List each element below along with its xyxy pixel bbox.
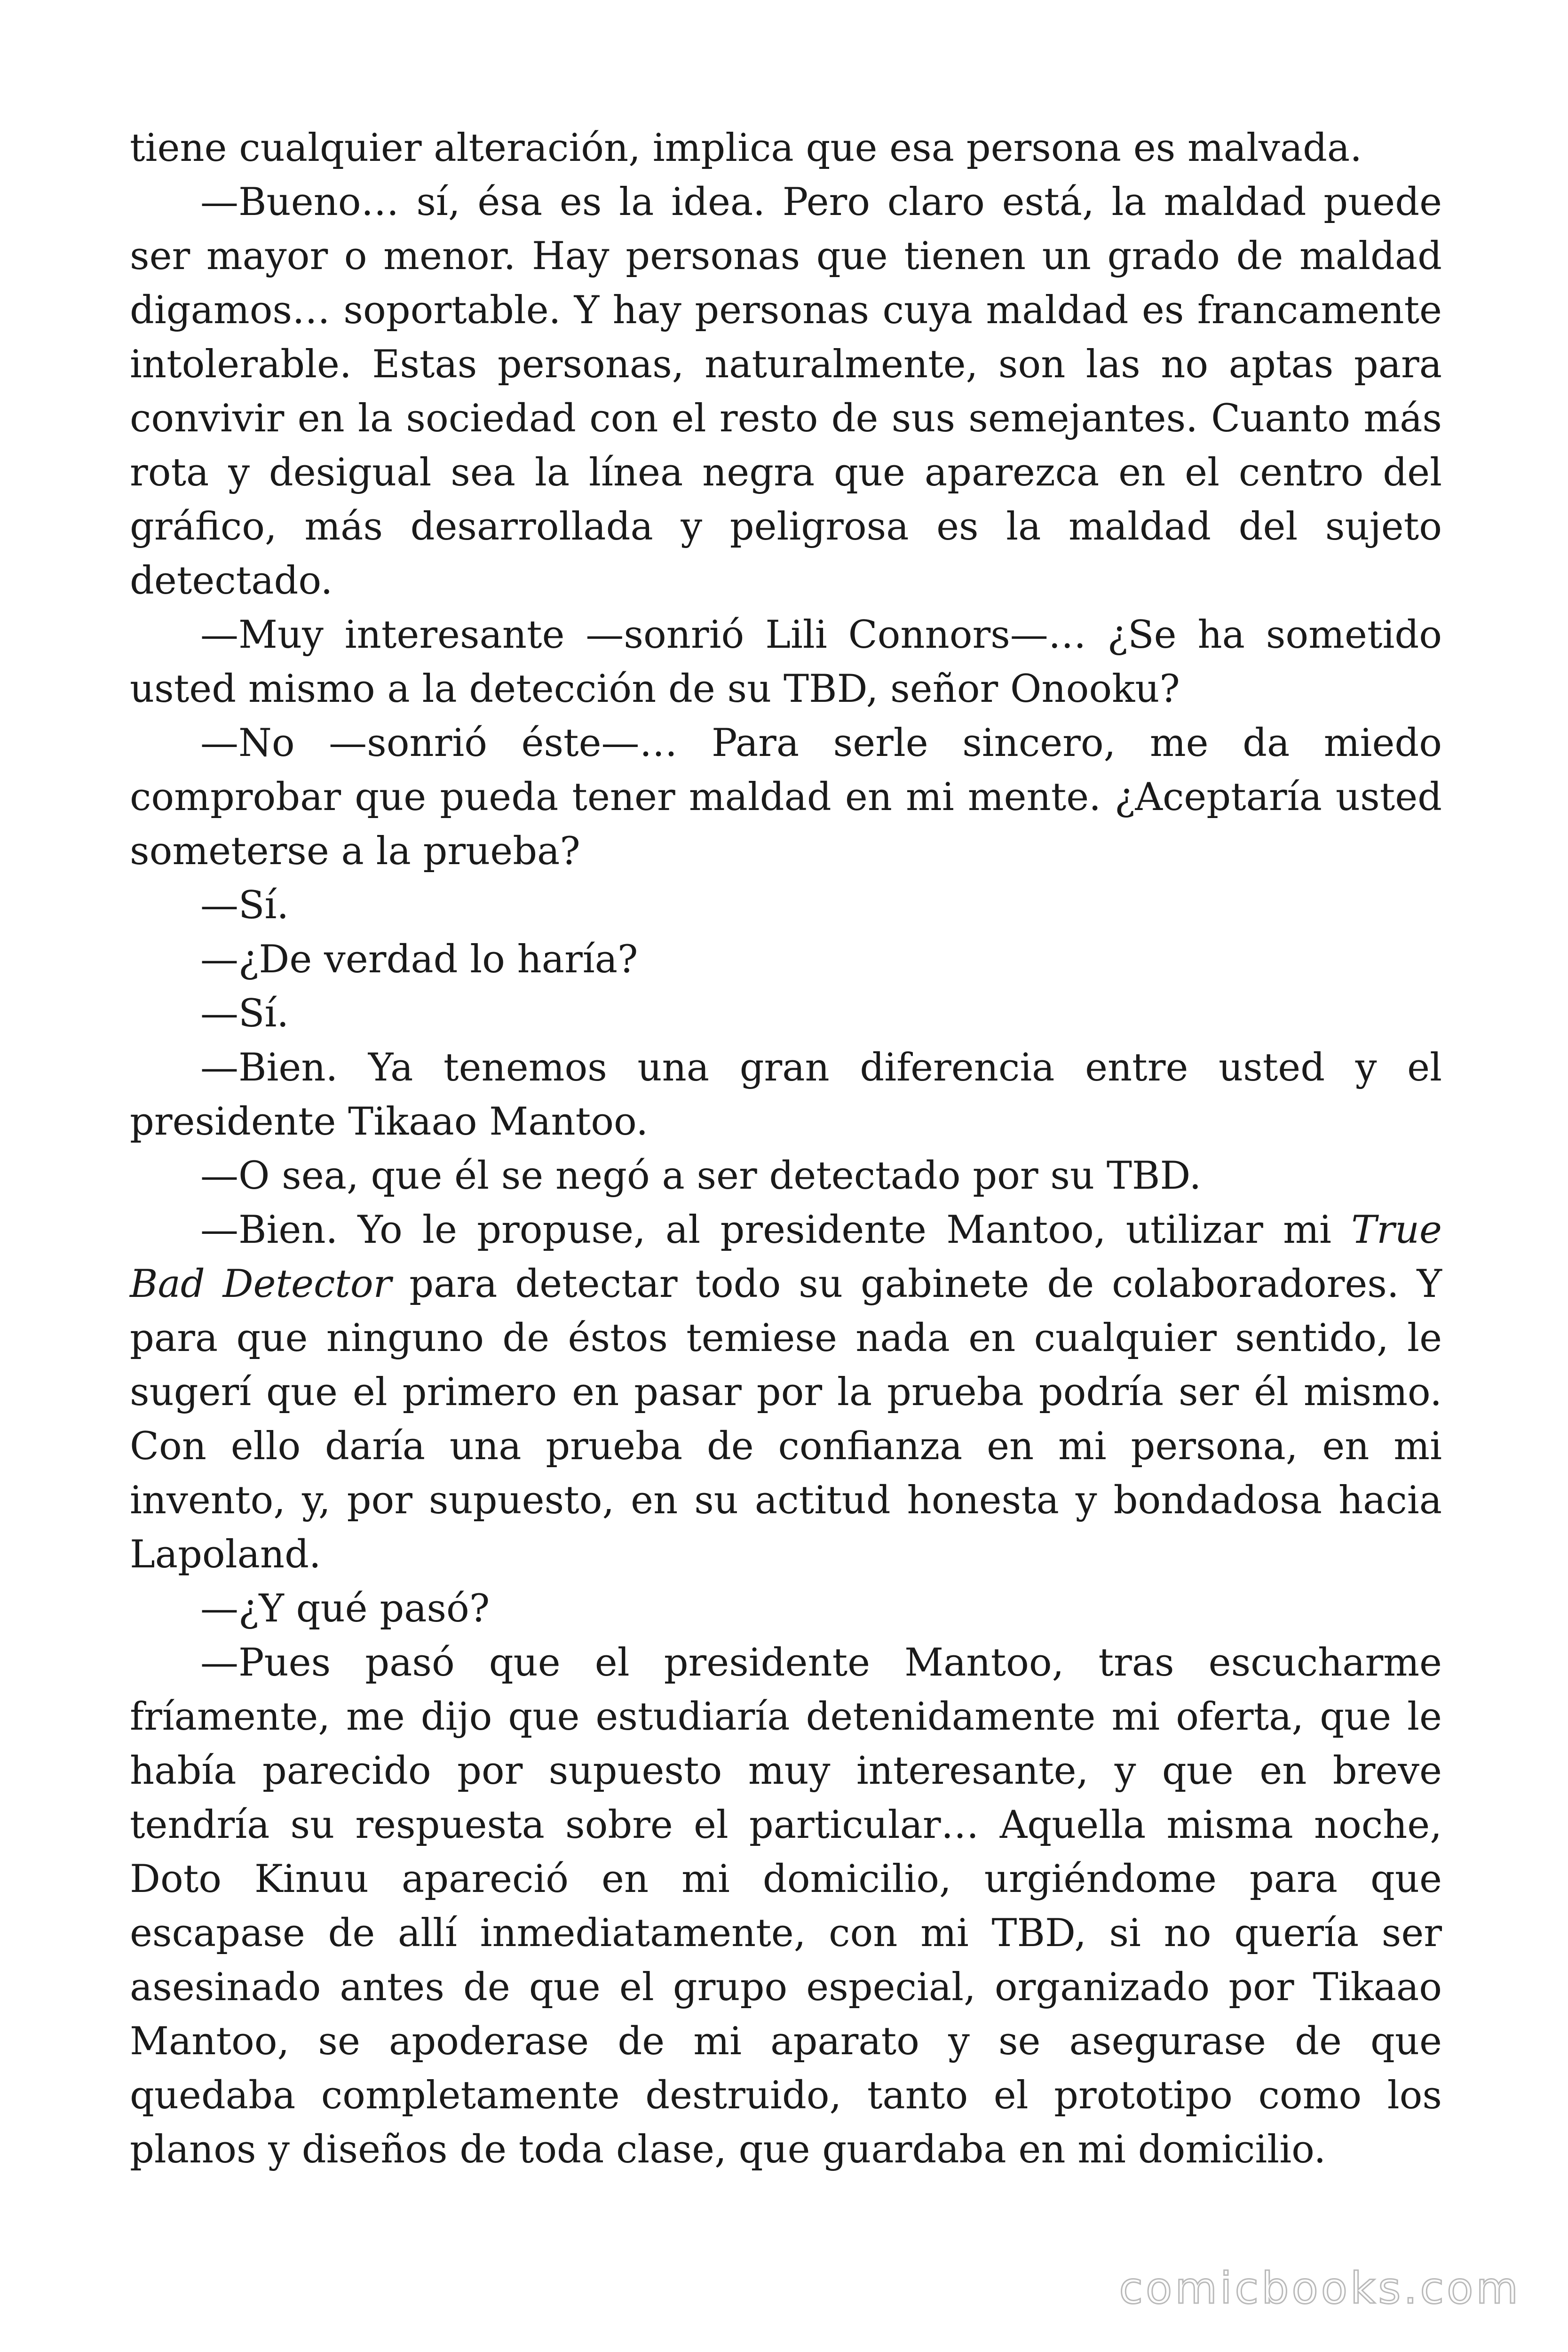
paragraph: —Bueno… sí, ésa es la idea. Pero claro está, la maldad puede ser mayor o menor. Hay personas que tienen un grado de maldad digamos… soportable. Y hay personas cuya maldad es francamente intolerable. Estas personas, naturalmente, son las no aptas para convivir en la sociedad con el resto de sus semejantes. Cuanto más rota y desigual sea la línea negra que aparezca en el centro del gráfico, más desarrollada y peligrosa es la maldad del sujeto detectado. <box>130 180 1442 603</box>
paragraph: —¿Y qué pasó? <box>200 1587 490 1631</box>
paragraph: —Sí. <box>200 883 289 928</box>
italic-title: True Bad Detector <box>130 1208 1442 1306</box>
watermark: comicbooks.com <box>1119 2263 1521 2313</box>
paragraph: —Pues pasó que el presidente Mantoo, tras escucharme fríamente, me dijo que estudiaría detenidamente mi oferta, que le había parecido por supuesto muy interesante, y que en breve tendría su respuesta sobre el particular… Aquella misma noche, Doto Kinuu apareció en mi domicilio, urgiéndome para que escapase de allí inmediatamente, con mi TBD, si no quería ser asesinado antes de que el grupo especial, organizado por Tikaao Mantoo, se apoderase de mi aparato y se asegurase de que quedaba completamente destruido, tanto el prototipo como los planos y diseños de toda clase, que guardaba en mi domicilio. <box>130 1641 1442 2172</box>
paragraph: —¿De verdad lo haría? <box>200 938 638 982</box>
paragraph <box>130 1203 1442 1582</box>
page-body-text <box>130 121 1442 2177</box>
paragraph: —Bien. Ya tenemos una gran diferencia entre usted y el presidente Tikaao Mantoo. <box>130 1046 1442 1144</box>
paragraph: —Sí. <box>200 992 289 1036</box>
paragraph: —O sea, que él se negó a ser detectado por su TBD. <box>200 1154 1202 1198</box>
paragraph: —Muy interesante —sonrió Lili Connors—… ¿Se ha sometido usted mismo a la detección de su TBD, señor Onooku? <box>130 613 1442 711</box>
paragraph: tiene cualquier alteración, implica que esa persona es malvada. <box>130 126 1362 170</box>
paragraph-text: —Bien. Yo le propuse, al presidente Mantoo, utilizar mi <box>200 1208 1352 1252</box>
paragraph: —No —sonrió éste—… Para serle sincero, me da miedo comprobar que pueda tener maldad en mi mente. ¿Aceptaría usted someterse a la prueba? <box>130 721 1442 874</box>
paragraph-text: para detectar todo su gabinete de colaboradores. Y para que ninguno de éstos temiese nada en cualquier sentido, le sugerí que el primero en pasar por la prueba podría ser él mismo. Con ello daría una prueba de confianza en mi persona, en mi invento, y, por supuesto, en su actitud honesta y bondadosa hacia Lapoland. <box>130 1262 1442 1577</box>
